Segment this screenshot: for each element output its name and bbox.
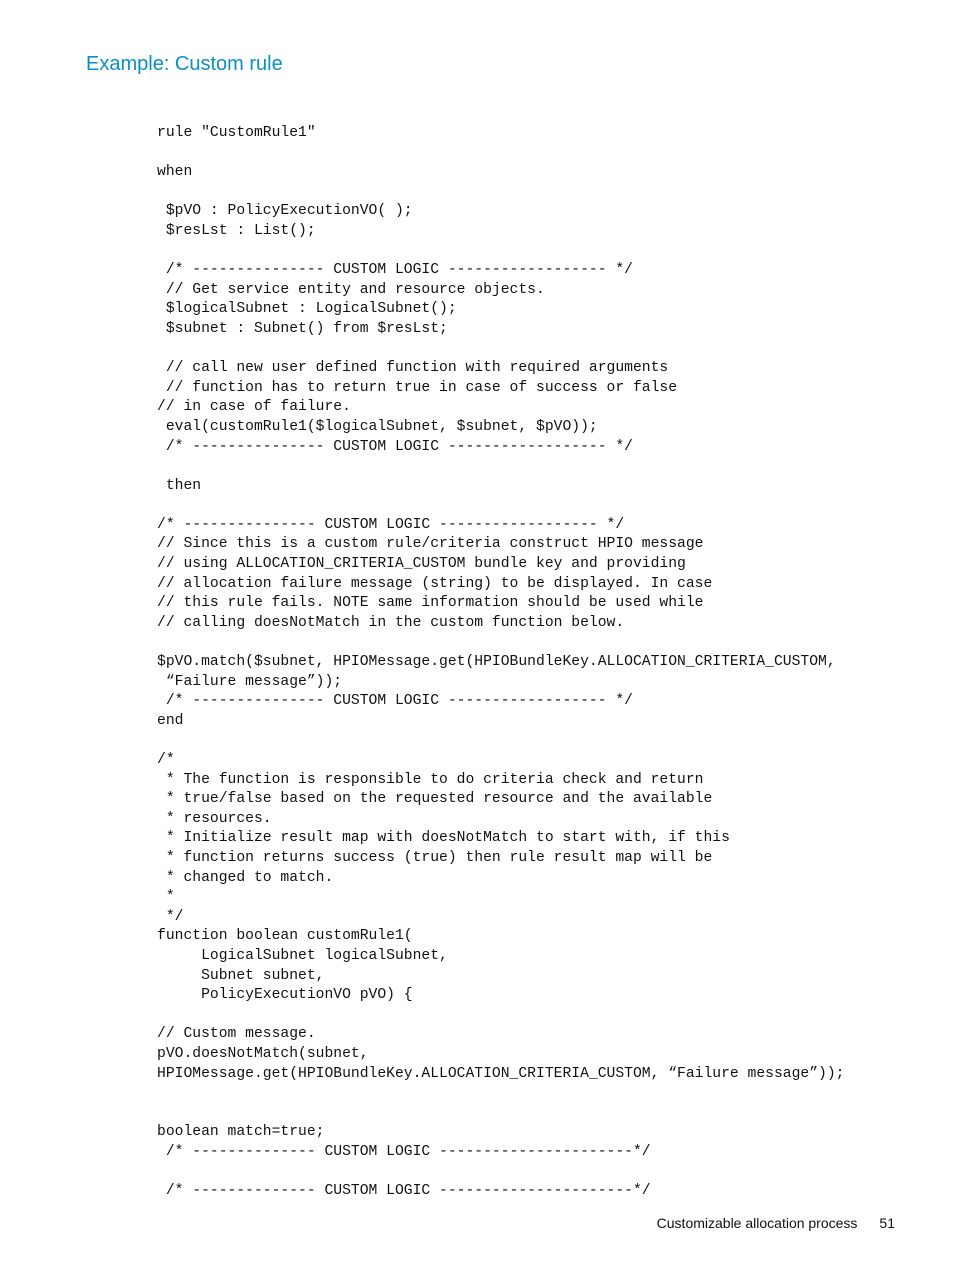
code-line: // Since this is a custom rule/criteria construct HPIO message: [157, 536, 704, 553]
code-line: end: [157, 712, 184, 729]
code-line: // in case of failure.: [157, 399, 351, 416]
code-line: /*: [157, 752, 175, 768]
code-line: “Failure message”));: [157, 673, 343, 690]
code-line: // using ALLOCATION_CRITERIA_CUSTOM bundle key and providing: [157, 556, 686, 573]
code-line: when: [157, 164, 193, 181]
code-line: /* --------------- CUSTOM LOGIC ------------------ */: [157, 693, 633, 710]
code-line: rule "CustomRule1": [157, 125, 316, 141]
footer-section-title: Customizable allocation process: [656, 1215, 858, 1231]
code-line: * The function is responsible to do criteria check and return: [157, 771, 704, 788]
code-line: * function returns success (true) then rule result map will be: [157, 849, 713, 866]
code-line: */: [157, 908, 184, 925]
code-line: * changed to match.: [157, 869, 334, 886]
code-line: // Custom message.: [157, 1026, 316, 1043]
code-line: * true/false based on the requested resource and the available: [157, 791, 713, 808]
code-line: HPIOMessage.get(HPIOBundleKey.ALLOCATION_CRITERIA_CUSTOM, “Failure message”));: [157, 1065, 845, 1082]
code-line: /* --------------- CUSTOM LOGIC ------------------ */: [157, 516, 625, 533]
code-line: then: [157, 477, 202, 494]
code-line: // this rule fails. NOTE same information should be used while: [157, 595, 704, 612]
code-line: /* -------------- CUSTOM LOGIC ----------------------*/: [157, 1183, 651, 1200]
code-line: PolicyExecutionVO pVO) {: [157, 987, 413, 1004]
code-listing: [157, 124, 845, 1202]
code-line: * Initialize result map with doesNotMatch to start with, if this: [157, 830, 730, 847]
page-footer: [657, 1215, 895, 1231]
code-line: function boolean customRule1(: [157, 928, 413, 945]
code-line: $pVO : PolicyExecutionVO( );: [157, 203, 413, 220]
code-line: Subnet subnet,: [157, 967, 325, 984]
code-line: $pVO.match($subnet, HPIOMessage.get(HPIOBundleKey.ALLOCATION_CRITERIA_CUSTOM,: [157, 654, 836, 671]
code-line: $subnet : Subnet() from $resLst;: [157, 320, 448, 337]
code-line: /* --------------- CUSTOM LOGIC ------------------ */: [157, 262, 633, 279]
code-line: * resources.: [157, 810, 272, 827]
code-line: $resLst : List();: [157, 222, 316, 239]
code-line: *: [157, 889, 175, 906]
code-line: // Get service entity and resource objects.: [157, 281, 545, 298]
code-line: LogicalSubnet logicalSubnet,: [157, 947, 448, 964]
code-line: // allocation failure message (string) to be displayed. In case: [157, 575, 713, 592]
code-line: boolean match=true;: [157, 1124, 325, 1141]
code-line: /* --------------- CUSTOM LOGIC ------------------ */: [157, 438, 633, 455]
code-line: // call new user defined function with required arguments: [157, 360, 669, 377]
code-line: eval(customRule1($logicalSubnet, $subnet, $pVO));: [157, 418, 598, 435]
page-number: 51: [879, 1215, 895, 1231]
section-heading: Example: Custom rule: [86, 53, 283, 75]
code-line: $logicalSubnet : LogicalSubnet();: [157, 301, 457, 318]
code-line: /* -------------- CUSTOM LOGIC ----------------------*/: [157, 1143, 651, 1160]
code-line: pVO.doesNotMatch(subnet,: [157, 1045, 369, 1062]
code-line: // calling doesNotMatch in the custom function below.: [157, 614, 625, 631]
code-line: // function has to return true in case of success or false: [157, 379, 678, 396]
